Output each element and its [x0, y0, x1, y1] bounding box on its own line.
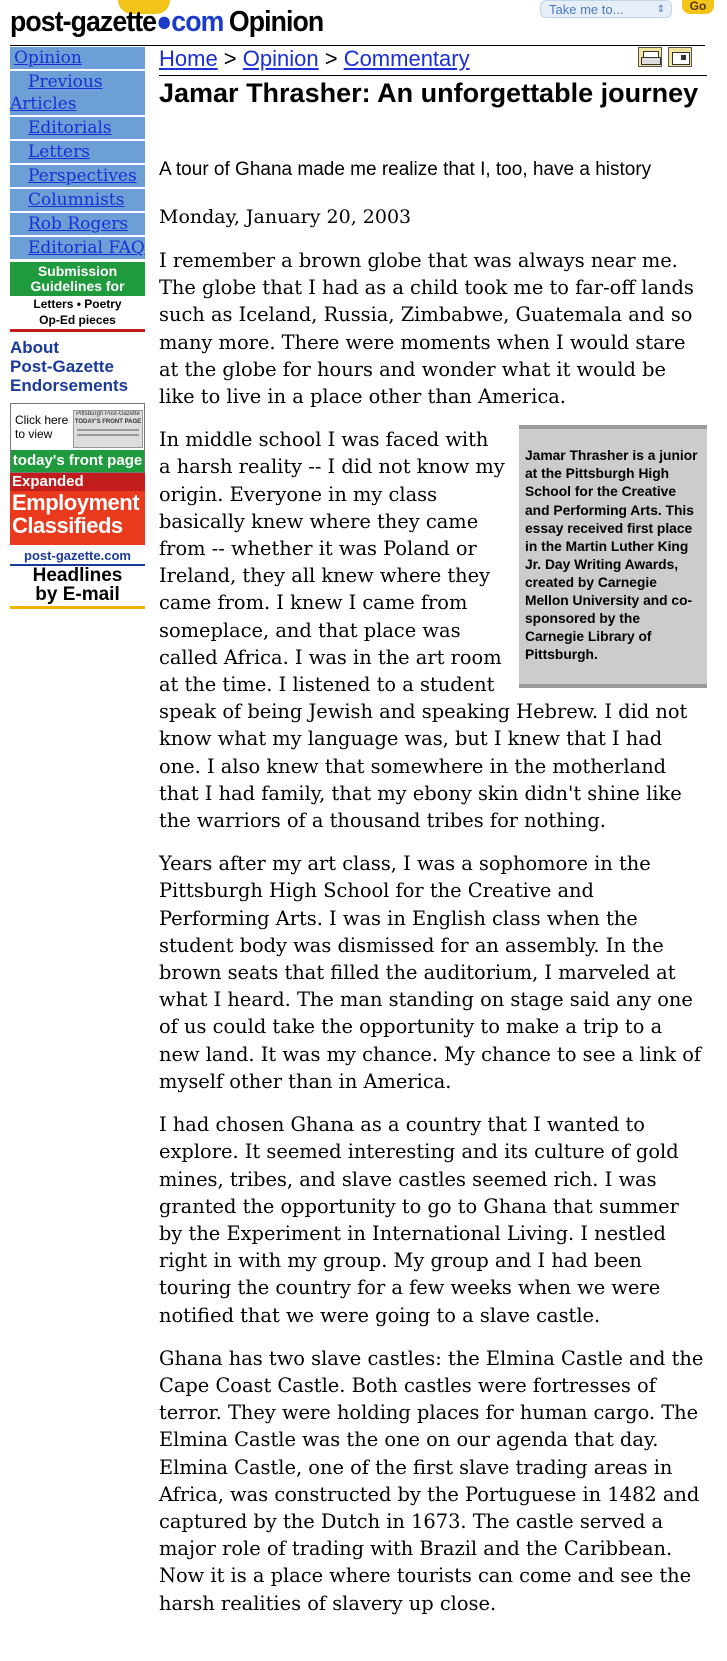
- masthead: [0, 0, 727, 50]
- title-divider: [159, 75, 707, 76]
- promo-line: Headlines: [32, 565, 123, 586]
- breadcrumb-commentary[interactable]: Commentary: [343, 46, 470, 71]
- article-subheadline: A tour of Ghana made me realize that I, too, have a history: [159, 159, 652, 180]
- promo-front-bar: today's front page: [11, 450, 144, 472]
- promo-line: post-gazette.com: [10, 548, 145, 566]
- article-paragraph: Years after my art class, I was a sophomore in the Pittsburgh High School for the Creative and Performing Arts. I was in English class when the student body was dismissed for an assembly. In the brown seats that filled the auditorium, I marveled at what I heard. The man standing on stage said any one of us could take the opportunity to make a trip to a new land. It was my chance. My chance to see a link of myself other than in America.: [159, 852, 702, 1093]
- logo-text: post-gazette: [10, 6, 157, 38]
- nav-link-label: Previous: [28, 72, 103, 92]
- promo-line: by E-mail: [35, 584, 120, 605]
- logo-com: com: [171, 6, 224, 38]
- promo-line: Click here: [15, 413, 69, 427]
- breadcrumb: [159, 44, 470, 74]
- printer-icon[interactable]: [638, 47, 662, 67]
- section-title: Opinion: [228, 6, 324, 38]
- article-paragraph: I remember a brown globe that was always near me. The globe that I had as a child took me to far-off lands such as Iceland, Russia, Zimbabwe, Guatemala and so many more. There were moments when I would stare at the globe for hours and wonder what it would be like to live in a place other than America.: [159, 249, 694, 409]
- nav-link-letters[interactable]: Letters: [10, 141, 145, 165]
- promo-line: About: [10, 338, 60, 357]
- nav-link-rob-rogers[interactable]: Rob Rogers: [10, 213, 145, 237]
- nav-link-columnists[interactable]: Columnists: [10, 189, 145, 213]
- breadcrumb-separator: >: [217, 46, 243, 71]
- promo-line: Letters • Poetry: [33, 297, 122, 311]
- breadcrumb-home[interactable]: Home: [159, 46, 218, 71]
- promo-line: Op-Ed pieces: [39, 313, 116, 327]
- promo-line: Expanded: [10, 473, 145, 491]
- promo-line: Submission: [37, 263, 118, 279]
- nav-link-opinion[interactable]: Opinion: [10, 47, 145, 71]
- article-date: Monday, January 20, 2003: [159, 206, 412, 228]
- promo-line: to view: [15, 427, 53, 441]
- promo-line: Post-Gazette: [10, 357, 114, 376]
- nav-link-editorial-faq[interactable]: Editorial FAQ: [10, 237, 145, 261]
- promo-headlines-email[interactable]: [10, 548, 145, 609]
- site-logo[interactable]: [10, 6, 323, 39]
- article-paragraph: In middle school I was faced with a harsh reality -- I did not know my origin. Everyone in my class basically knew where they came from -- whether it was Poland or Ireland, they all knew where they came from. I knew I came from someplace, and that place was called Africa. I was in the art room at the time. I listened to a student speak of being Jewish and speaking Hebrew. I did not know what my language was, but I knew that I had one. I also knew that somewhere in the motherland that I had family, that my ebony skin didn't shine like the warriors of a thousand tribes for nothing.: [159, 428, 688, 833]
- promo-front-page[interactable]: [10, 403, 145, 473]
- promo-front-text: [15, 413, 68, 441]
- article-body: [159, 247, 707, 1633]
- promo-line: Employment: [12, 490, 140, 515]
- promo-line: Endorsements: [10, 376, 129, 395]
- breadcrumb-opinion[interactable]: Opinion: [242, 46, 319, 71]
- promo-line: Guidelines for: [30, 278, 125, 294]
- paper-rule: [77, 429, 139, 431]
- breadcrumb-separator: >: [318, 46, 344, 71]
- jump-select-label: Take me to...: [549, 2, 624, 17]
- select-arrows-icon: ⇕: [656, 4, 665, 15]
- paper-title: Pittsburgh Post-Gazette: [76, 411, 140, 417]
- author-bio-box: Jamar Thrasher is a junior at the Pittsburgh High School for the Creative and Performing Arts. This essay received first place in the Martin Luther King Jr. Day Writing Awards, created by Carnegie Mellon University and co-sponsored by the Carnegie Library of Pittsburgh.: [519, 425, 707, 688]
- left-nav: [10, 47, 145, 609]
- newspaper-thumbnail-icon: [73, 410, 143, 448]
- email-article-icon[interactable]: [668, 47, 692, 67]
- go-button[interactable]: Go: [682, 0, 714, 14]
- promo-endorsements[interactable]: [10, 338, 145, 395]
- article-tools: [638, 47, 696, 69]
- promo-line: Classifieds: [12, 513, 123, 538]
- logo-globe-icon: ●: [156, 6, 172, 38]
- promo-submission-guidelines[interactable]: [10, 262, 145, 332]
- article-headline: Jamar Thrasher: An unforgettable journey: [159, 78, 699, 108]
- paper-rule: [77, 434, 139, 436]
- promo-employment-classifieds[interactable]: [10, 473, 145, 545]
- nav-link-perspectives[interactable]: Perspectives: [10, 165, 145, 189]
- jump-select[interactable]: [540, 0, 672, 18]
- nav-link-previous-articles[interactable]: [10, 71, 145, 117]
- article-paragraph: I had chosen Ghana as a country that I wanted to explore. It seemed interesting and its culture of gold mines, tribes, and slave castles seemed rich. I was granted the opportunity to go to Ghana that summer by the Experiment in International Living. I nestled right in with my group. My group and I had been touring the country for a few weeks when we were notified that we were going to a slave castle.: [159, 1113, 679, 1327]
- article-paragraph: Ghana has two slave castles: the Elmina Castle and the Cape Coast Castle. Both castles were fortresses of terror. They were holding places for human cargo. The Elmina Castle was the one on our agenda that day. Elmina Castle, one of the first slave trading areas in Africa, was constructed by the Portuguese in 1482 and captured by the Dutch in 1673. The castle served a major role of trading with Brazil and the Caribbean. Now it is a place where tourists can come and see the harsh realities of slavery up close.: [159, 1346, 704, 1615]
- nav-link-label-2: Articles: [10, 94, 77, 114]
- promo-submission-heading: [10, 262, 145, 296]
- paper-label: TODAY'S FRONT PAGE: [74, 419, 142, 425]
- nav-link-editorials[interactable]: Editorials: [10, 117, 145, 141]
